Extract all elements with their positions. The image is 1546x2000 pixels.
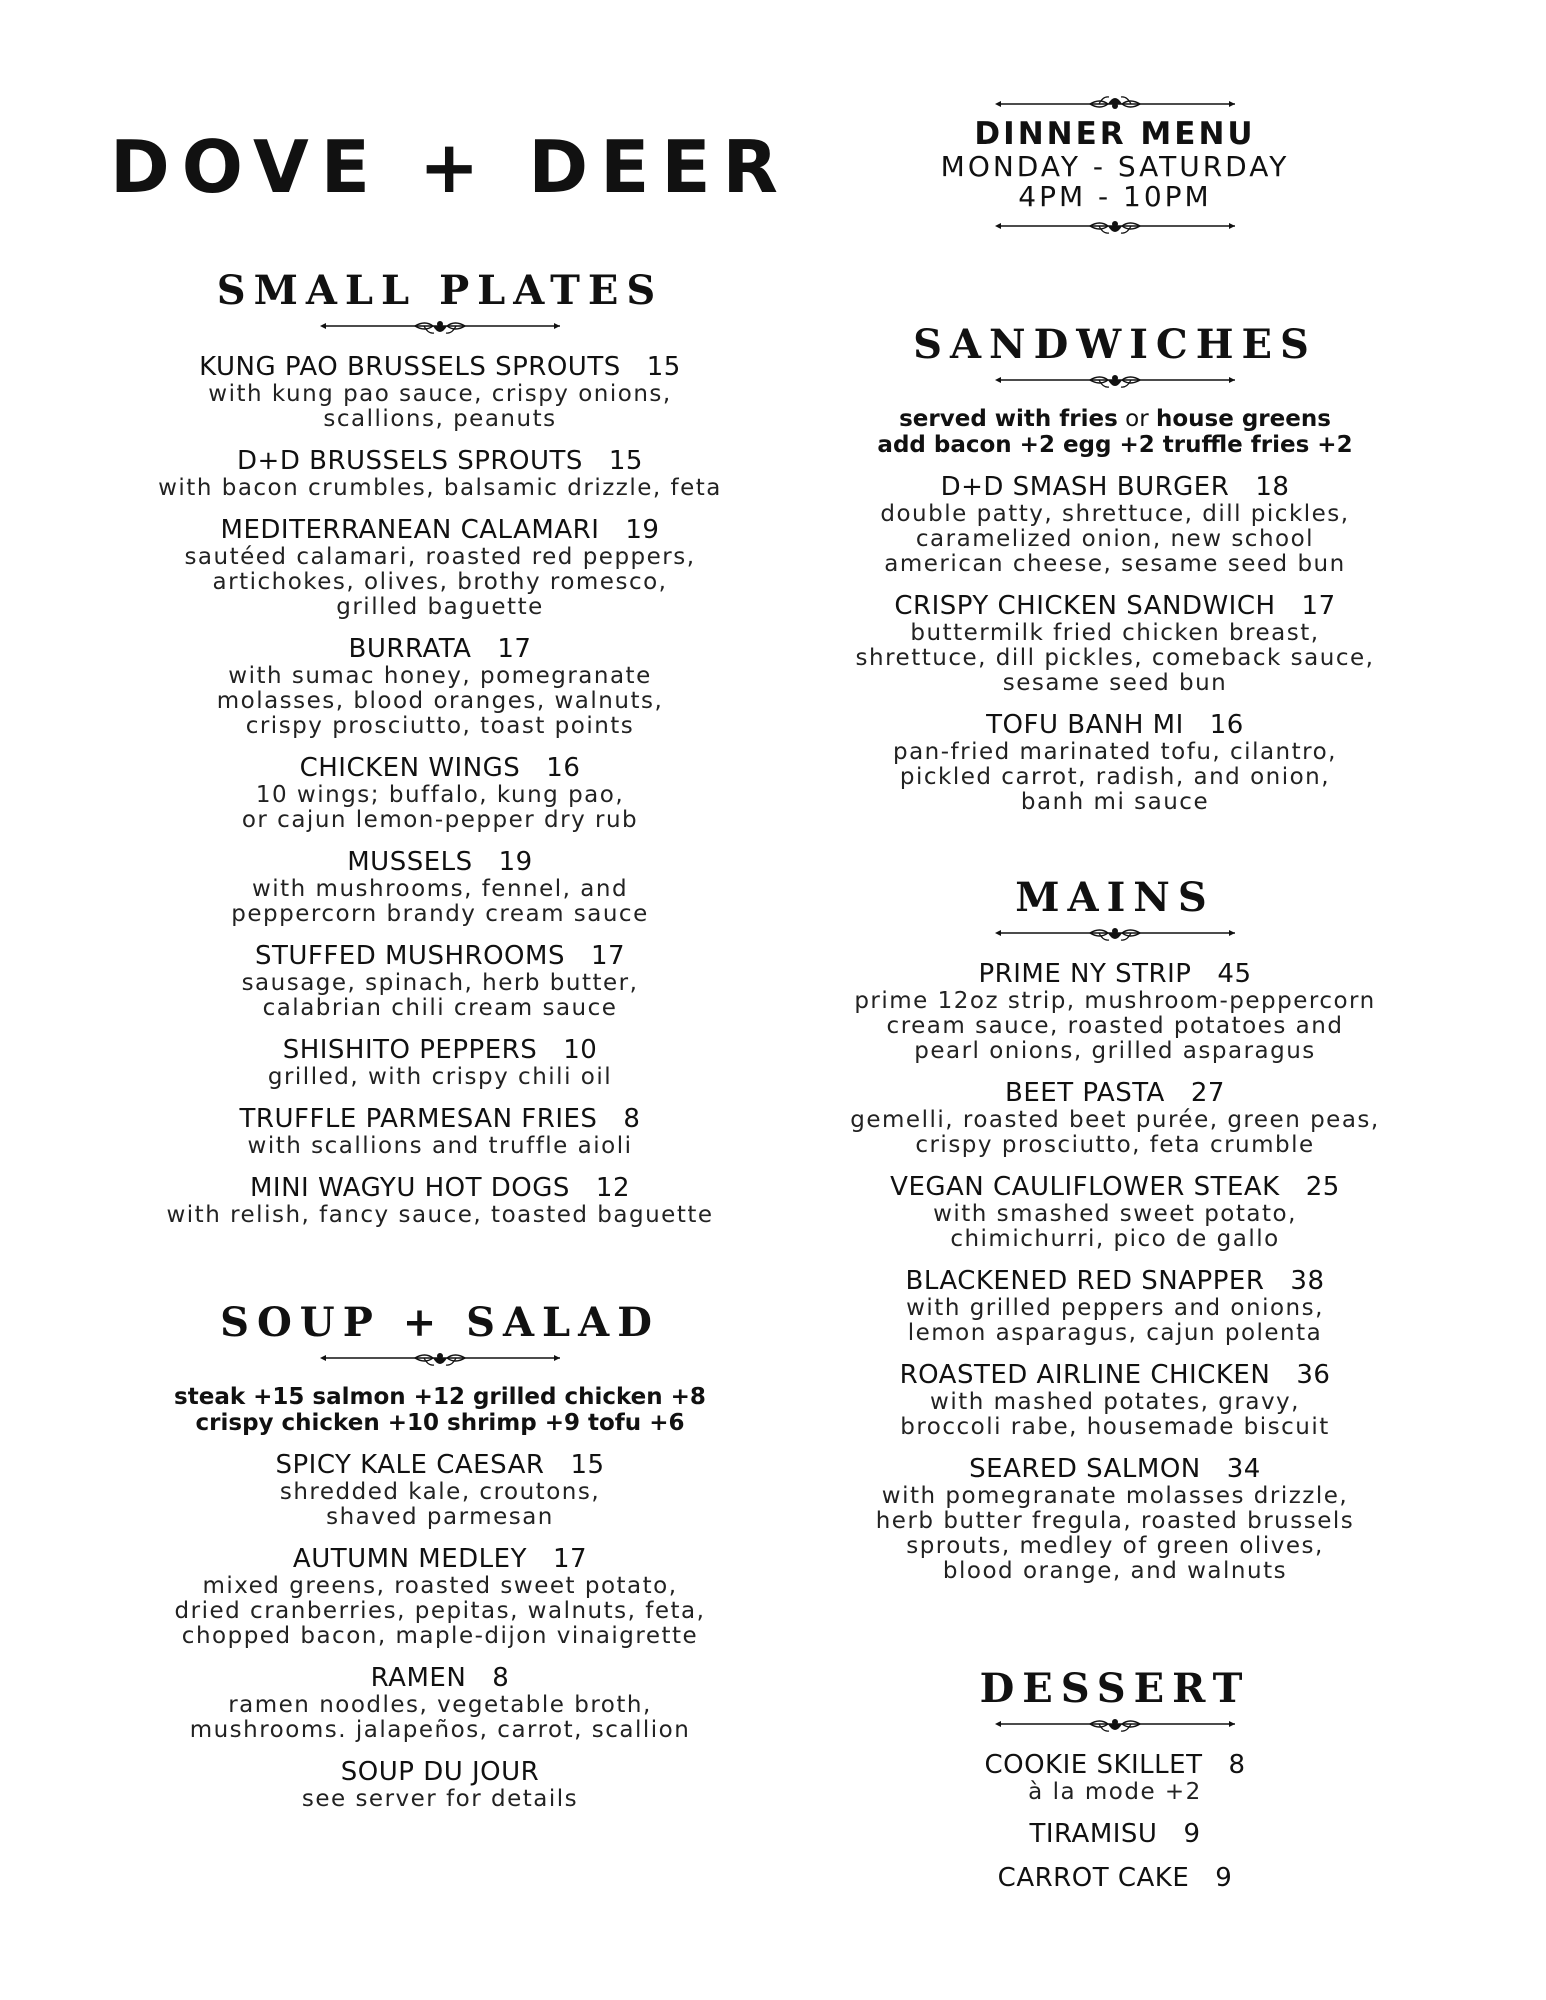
menu-item-description: chimichurri, pico de gallo (950, 1226, 1280, 1252)
menu-item-name: SPICY KALE CAESAR (275, 1450, 545, 1480)
section-soup-salad (110, 1300, 770, 1812)
menu-item-description: molasses, blood oranges, walnuts, (216, 688, 664, 714)
menu-item-description: pickled carrot, radish, and onion, (899, 764, 1331, 790)
menu-item-price: 45 (1217, 959, 1252, 989)
menu-item-name: MUSSELS (347, 847, 473, 877)
menu-item-name: SOUP DU JOUR (340, 1757, 540, 1787)
menu-item-name: SHISHITO PEPPERS (282, 1035, 538, 1065)
menu-item-price: 15 (608, 446, 643, 476)
ornament-divider-icon (320, 1348, 560, 1370)
menu-item-heading (795, 1360, 1435, 1390)
sides-or: or (1117, 406, 1156, 432)
menu-item-price: 15 (646, 352, 681, 382)
menu-item-description: pearl onions, grilled asparagus (914, 1038, 1316, 1064)
menu-item-price: 36 (1296, 1360, 1331, 1390)
menu-item-name: CRISPY CHICKEN SANDWICH (894, 591, 1276, 621)
menu-item-price: 17 (590, 941, 626, 971)
menu-item-name: SEARED SALMON (969, 1454, 1201, 1484)
menu-item-name: TRUFFLE PARMESAN FRIES (239, 1104, 598, 1134)
menu-item-heading (795, 591, 1435, 621)
menu-item (795, 591, 1435, 696)
menu-item-description: with mushrooms, fennel, and (251, 876, 629, 902)
menu-item-name: BURRATA (348, 634, 472, 664)
menu-item-description: broccoli rabe, housemade biscuit (900, 1414, 1330, 1440)
menu-list (795, 959, 1435, 1584)
menu-item-description: sesame seed bun (1002, 670, 1228, 696)
section-title: SOUP + SALAD (220, 1299, 660, 1346)
menu-item-description: buttermilk fried chicken breast, (910, 620, 1320, 646)
menu-item-description: gemelli, roasted beet purée, green peas, (850, 1107, 1380, 1133)
menu-item-name: PRIME NY STRIP (978, 959, 1192, 989)
menu-item (110, 1035, 770, 1090)
menu-list (110, 1450, 770, 1812)
menu-item-description: caramelized onion, new school (915, 526, 1315, 552)
menu-item-price: 16 (546, 753, 581, 783)
section-title: SANDWICHES (913, 321, 1317, 368)
menu-item-description: with mashed potates, gravy, (930, 1389, 1300, 1415)
menu-item-description: prime 12oz strip, mushroom-peppercorn (854, 988, 1376, 1014)
menu-item-description: shaved parmesan (326, 1504, 554, 1530)
menu-item-description: see server for details (301, 1786, 579, 1812)
menu-item (110, 1450, 770, 1530)
menu-item (110, 515, 770, 620)
ornament-divider-icon (995, 1714, 1235, 1736)
menu-item (110, 847, 770, 927)
section-title: MAINS (1015, 874, 1215, 921)
menu-item-description: double patty, shrettuce, dill pickles, (880, 501, 1350, 527)
menu-item-description: à la mode +2 (1028, 1779, 1202, 1805)
menu-item (110, 1663, 770, 1743)
menu-item (795, 1819, 1435, 1849)
menu-item (795, 1750, 1435, 1805)
menu-item-description: american cheese, sesame seed bun (884, 551, 1346, 577)
menu-item-price: 17 (1301, 591, 1336, 621)
menu-item-description: with kung pao sauce, crispy onions, (208, 381, 672, 407)
menu-item-price: 16 (1209, 710, 1244, 740)
menu-item-heading (795, 710, 1435, 740)
menu-item-heading (110, 941, 770, 971)
menu-item-description: or cajun lemon-pepper dry rub (241, 807, 639, 833)
sides-note (795, 406, 1435, 458)
sides-option: served with fries (899, 406, 1118, 432)
section-mains (795, 875, 1435, 1584)
menu-item-name: MEDITERRANEAN CALAMARI (220, 515, 600, 545)
menu-item-description: grilled, with crispy chili oil (267, 1064, 613, 1090)
menu-item-description: with pomegranate molasses drizzle, (881, 1483, 1349, 1509)
menu-item (110, 941, 770, 1021)
menu-item-name: RAMEN (370, 1663, 467, 1693)
ornament-divider-icon (320, 316, 560, 338)
menu-item-description: peppercorn brandy cream sauce (231, 901, 649, 927)
menu-item (795, 1454, 1435, 1584)
menu-item-heading (795, 1266, 1435, 1296)
menu-item-heading (110, 847, 770, 877)
menu-item (110, 1757, 770, 1812)
menu-item-heading (110, 634, 770, 664)
menu-item (795, 1172, 1435, 1252)
menu-item-heading (110, 352, 770, 382)
menu-item-heading (795, 1819, 1435, 1849)
menu-item (795, 710, 1435, 815)
section-small-plates (110, 268, 770, 1228)
menu-item-name: AUTUMN MEDLEY (292, 1544, 527, 1574)
menu-item-heading (110, 515, 770, 545)
menu-item-heading (795, 1454, 1435, 1484)
menu-item-heading (110, 446, 770, 476)
menu-item-description: sautéed calamari, roasted red peppers, (184, 544, 696, 570)
addons-line: crispy chicken +10 shrimp +9 tofu +6 (195, 1410, 685, 1436)
menu-item-description: herb butter fregula, roasted brussels (875, 1508, 1355, 1534)
menu-item-description: crispy prosciutto, toast points (245, 713, 635, 739)
menu-item (110, 1544, 770, 1649)
menu-item-name: CARROT CAKE (997, 1863, 1190, 1893)
menu-item-heading (110, 1544, 770, 1574)
menu-item-price: 19 (625, 515, 660, 545)
menu-item-name: STUFFED MUSHROOMS (254, 941, 565, 971)
menu-item-heading (795, 472, 1435, 502)
menu-item-description: shrettuce, dill pickles, comeback sauce, (855, 645, 1375, 671)
menu-item-price: 12 (595, 1173, 631, 1203)
menu-item-name: MINI WAGYU HOT DOGS (249, 1173, 570, 1203)
menu-item-description: chopped bacon, maple-dijon vinaigrette (181, 1623, 699, 1649)
menu-item-description: grilled baguette (336, 594, 544, 620)
dinner-days: MONDAY - SATURDAY (940, 150, 1290, 183)
menu-item-name: TOFU BANH MI (986, 710, 1184, 740)
menu-item (110, 1173, 770, 1228)
menu-item-description: with smashed sweet potato, (933, 1201, 1297, 1227)
menu-item-description: dried cranberries, pepitas, walnuts, feta, (174, 1598, 706, 1624)
menu-item-heading (110, 1663, 770, 1693)
menu-list (795, 472, 1435, 815)
menu-item-description: artichokes, olives, brothy romesco, (212, 569, 668, 595)
menu-item-description: with sumac honey, pomegranate (228, 663, 652, 689)
ornament-divider-icon (995, 370, 1235, 392)
menu-item-name: D+D BRUSSELS SPROUTS (237, 446, 583, 476)
menu-item-description: calabrian chili cream sauce (262, 995, 618, 1021)
menu-item-description: crispy prosciutto, feta crumble (915, 1132, 1315, 1158)
menu-item-price: 17 (497, 634, 532, 664)
menu-item-description: sausage, spinach, herb butter, (241, 970, 639, 996)
section-title: DESSERT (979, 1665, 1251, 1712)
menu-item-price: 19 (498, 847, 533, 877)
menu-item-price: 9 (1215, 1863, 1233, 1893)
menu-item-name: BLACKENED RED SNAPPER (905, 1266, 1265, 1296)
menu-item-description: pan-fried marinated tofu, cilantro, (892, 739, 1337, 765)
menu-item-heading (795, 959, 1435, 989)
menu-item-description: mixed greens, roasted sweet potato, (202, 1573, 678, 1599)
menu-item-name: COOKIE SKILLET (984, 1750, 1203, 1780)
menu-item-description: blood orange, and walnuts (942, 1558, 1288, 1584)
menu-item-description: with scallions and truffle aioli (247, 1133, 633, 1159)
menu-item (110, 753, 770, 833)
menu-item-price: 25 (1305, 1172, 1340, 1202)
menu-item-heading (110, 1757, 770, 1787)
menu-item-description: with relish, fancy sauce, toasted baguette (166, 1202, 714, 1228)
menu-item (795, 959, 1435, 1064)
section-title: SMALL PLATES (216, 267, 664, 314)
menu-item-description: banh mi sauce (1020, 789, 1210, 815)
menu-item-description: with grilled peppers and onions, (906, 1295, 1324, 1321)
menu-item-description: scallions, peanuts (323, 406, 557, 432)
menu-item (110, 446, 770, 501)
menu-item-heading (795, 1863, 1435, 1893)
right-column (795, 0, 1435, 1907)
ornament-divider-icon (995, 923, 1235, 945)
menu-item-price: 8 (492, 1663, 510, 1693)
section-dessert (795, 1666, 1435, 1893)
menu-item-price: 15 (570, 1450, 605, 1480)
menu-item-price: 8 (623, 1104, 641, 1134)
menu-item-description: lemon asparagus, cajun polenta (907, 1320, 1323, 1346)
menu-item (110, 634, 770, 739)
menu-item-name: CHICKEN WINGS (299, 753, 521, 783)
menu-list (110, 352, 770, 1228)
addons-line: steak +15 salmon +12 grilled chicken +8 (174, 1384, 706, 1410)
section-sandwiches (795, 322, 1435, 815)
menu-item-price: 34 (1226, 1454, 1261, 1484)
menu-item-price: 10 (563, 1035, 598, 1065)
menu-item-heading (110, 1173, 770, 1203)
restaurant-name: DOVE + DEER (110, 125, 790, 209)
menu-item-price: 8 (1228, 1750, 1246, 1780)
menu-item-price: 18 (1255, 472, 1290, 502)
menu-item (110, 1104, 770, 1159)
dinner-menu-title: DINNER MENU (974, 116, 1256, 152)
menu-item-price: 27 (1190, 1078, 1225, 1108)
menu-item-name: VEGAN CAULIFLOWER STEAK (890, 1172, 1280, 1202)
menu-item-heading (110, 1035, 770, 1065)
menu-item-description: 10 wings; buffalo, kung pao, (255, 782, 625, 808)
sides-option: house greens (1155, 406, 1331, 432)
menu-item-name: KUNG PAO BRUSSELS SPROUTS (199, 352, 621, 382)
menu-item (795, 1360, 1435, 1440)
menu-item-heading (795, 1172, 1435, 1202)
menu-item-description: with bacon crumbles, balsamic drizzle, feta (158, 475, 722, 501)
menu-item-price: 38 (1290, 1266, 1325, 1296)
menu-item-heading (110, 753, 770, 783)
menu-item-price: 9 (1183, 1819, 1201, 1849)
menu-item-description: cream sauce, roasted potatoes and (886, 1013, 1344, 1039)
addons-line: add bacon +2 egg +2 truffle fries +2 (877, 432, 1353, 458)
menu-list (795, 1750, 1435, 1893)
menu-item (795, 1078, 1435, 1158)
addons-note (110, 1384, 770, 1436)
left-column (110, 0, 770, 1826)
menu-item-description: mushrooms. jalapeños, carrot, scallion (189, 1717, 691, 1743)
menu-item (795, 472, 1435, 577)
menu-item-heading (795, 1078, 1435, 1108)
menu-item-name: TIRAMISU (1029, 1819, 1158, 1849)
dinner-hours: 4PM - 10PM (1018, 180, 1212, 213)
menu-item (795, 1266, 1435, 1346)
menu-item-heading (110, 1450, 770, 1480)
menu-item-heading (110, 1104, 770, 1134)
menu-item-price: 17 (552, 1544, 588, 1574)
menu-item-name: D+D SMASH BURGER (940, 472, 1230, 502)
menu-item-name: BEET PASTA (1005, 1078, 1165, 1108)
menu-item-description: ramen noodles, vegetable broth, (228, 1692, 652, 1718)
menu-item-name: ROASTED AIRLINE CHICKEN (899, 1360, 1271, 1390)
menu-item-description: shredded kale, croutons, (279, 1479, 601, 1505)
menu-item (795, 1863, 1435, 1893)
menu-item (110, 352, 770, 432)
menu-item-heading (795, 1750, 1435, 1780)
menu-item-description: sprouts, medley of green olives, (906, 1533, 1324, 1559)
